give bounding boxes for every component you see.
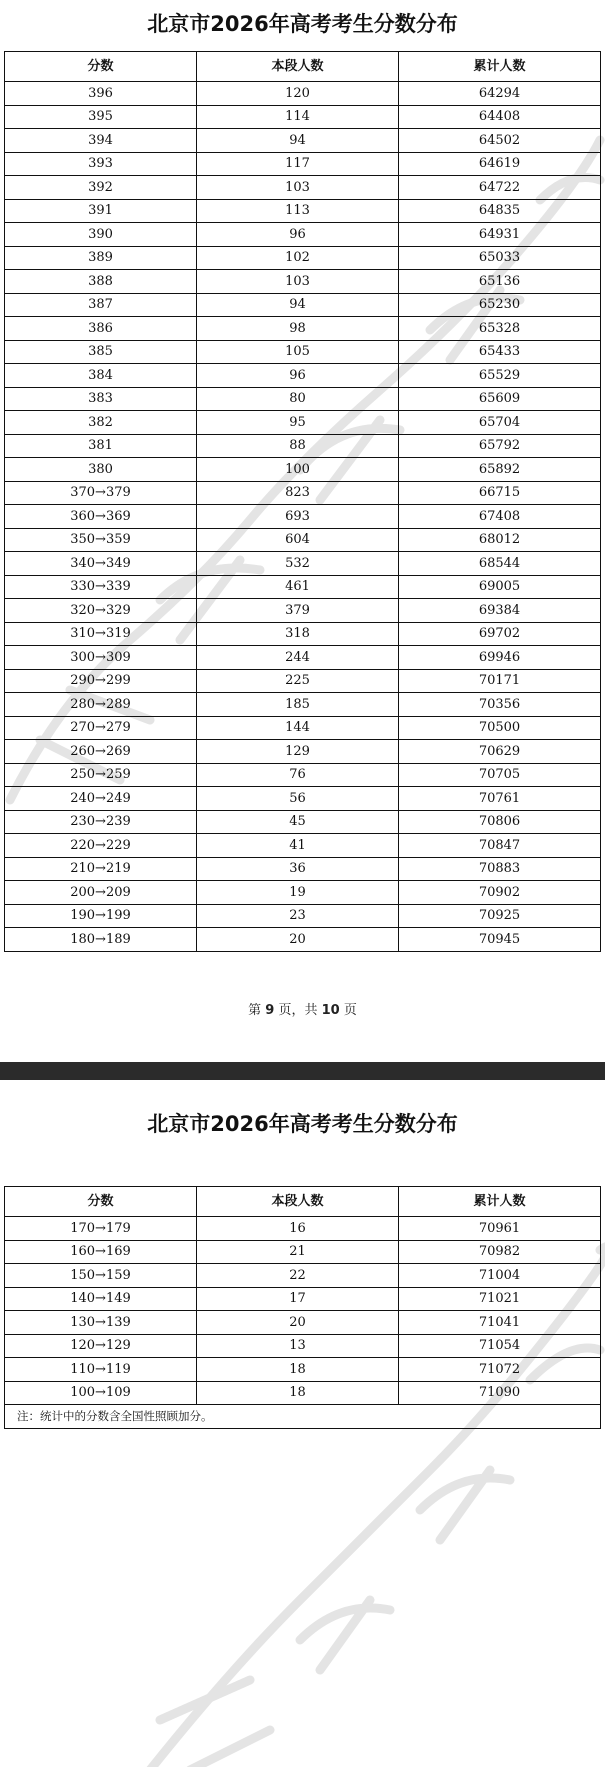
table-row: [5, 693, 601, 717]
cumulative-count-cell: 70961: [399, 1217, 601, 1241]
segment-count-cell: 96: [197, 223, 399, 247]
cumulative-count-cell: 64294: [399, 82, 601, 106]
column-header-segment-count: 本段人数: [197, 1187, 399, 1217]
score-cell: 360→369: [5, 505, 197, 529]
score-cell: 388: [5, 270, 197, 294]
document-title: 北京市2026年高考考生分数分布: [147, 12, 458, 36]
table-footnote: 注：统计中的分数含全国性照顾加分。: [5, 1405, 601, 1429]
cumulative-count-cell: 65792: [399, 434, 601, 458]
table-row: [5, 928, 601, 952]
cumulative-count-cell: 71072: [399, 1358, 601, 1382]
score-cell: 260→269: [5, 740, 197, 764]
table-row: [5, 881, 601, 905]
table-row: [5, 411, 601, 435]
segment-count-cell: 16: [197, 1217, 399, 1241]
page-indicator: [0, 999, 605, 1018]
score-cell: 230→239: [5, 810, 197, 834]
segment-count-cell: 823: [197, 481, 399, 505]
table-row: [5, 293, 601, 317]
table-row: [5, 599, 601, 623]
score-cell: 340→349: [5, 552, 197, 576]
cumulative-count-cell: 70847: [399, 834, 601, 858]
score-cell: 110→119: [5, 1358, 197, 1382]
segment-count-cell: 18: [197, 1358, 399, 1382]
score-cell: 320→329: [5, 599, 197, 623]
table-row: [5, 246, 601, 270]
score-cell: 392: [5, 176, 197, 200]
segment-count-cell: 120: [197, 82, 399, 106]
table-row: [5, 105, 601, 129]
cumulative-count-cell: 70500: [399, 716, 601, 740]
cumulative-count-cell: 65328: [399, 317, 601, 341]
table-row: [5, 340, 601, 364]
score-cell: 383: [5, 387, 197, 411]
cumulative-count-cell: 65136: [399, 270, 601, 294]
score-distribution-table: [4, 51, 601, 952]
table-row: [5, 1311, 601, 1335]
table-row: [5, 1240, 601, 1264]
table-row: [5, 223, 601, 247]
score-cell: 330→339: [5, 575, 197, 599]
segment-count-cell: 56: [197, 787, 399, 811]
segment-count-cell: 18: [197, 1381, 399, 1405]
score-cell: 394: [5, 129, 197, 153]
segment-count-cell: 185: [197, 693, 399, 717]
table-row: [5, 1358, 601, 1382]
segment-count-cell: 114: [197, 105, 399, 129]
cumulative-count-cell: 70171: [399, 669, 601, 693]
cumulative-count-cell: 65433: [399, 340, 601, 364]
score-cell: 120→129: [5, 1334, 197, 1358]
segment-count-cell: 117: [197, 152, 399, 176]
table-row: [5, 575, 601, 599]
segment-count-cell: 98: [197, 317, 399, 341]
segment-count-cell: 129: [197, 740, 399, 764]
table-row: [5, 763, 601, 787]
cumulative-count-cell: 69946: [399, 646, 601, 670]
score-cell: 384: [5, 364, 197, 388]
cumulative-count-cell: 71004: [399, 1264, 601, 1288]
cumulative-count-cell: 71090: [399, 1381, 601, 1405]
table-row: [5, 199, 601, 223]
table-row: [5, 810, 601, 834]
cumulative-count-cell: 70806: [399, 810, 601, 834]
table-row: [5, 434, 601, 458]
segment-count-cell: 21: [197, 1240, 399, 1264]
segment-count-cell: 17: [197, 1287, 399, 1311]
score-cell: 350→359: [5, 528, 197, 552]
segment-count-cell: 105: [197, 340, 399, 364]
score-cell: 386: [5, 317, 197, 341]
segment-count-cell: 23: [197, 904, 399, 928]
score-cell: 220→229: [5, 834, 197, 858]
cumulative-count-cell: 64502: [399, 129, 601, 153]
score-cell: 100→109: [5, 1381, 197, 1405]
cumulative-count-cell: 65529: [399, 364, 601, 388]
table-row: [5, 152, 601, 176]
score-cell: 280→289: [5, 693, 197, 717]
segment-count-cell: 94: [197, 293, 399, 317]
cumulative-count-cell: 70945: [399, 928, 601, 952]
cumulative-count-cell: 71021: [399, 1287, 601, 1311]
score-cell: 170→179: [5, 1217, 197, 1241]
column-header-score: 分数: [5, 52, 197, 82]
segment-count-cell: 22: [197, 1264, 399, 1288]
column-header-cumulative-count: 累计人数: [399, 1187, 601, 1217]
score-cell: 381: [5, 434, 197, 458]
cumulative-count-cell: 69384: [399, 599, 601, 623]
cumulative-count-cell: 70356: [399, 693, 601, 717]
segment-count-cell: 80: [197, 387, 399, 411]
segment-count-cell: 20: [197, 1311, 399, 1335]
score-cell: 393: [5, 152, 197, 176]
column-header-cumulative-count: 累计人数: [399, 52, 601, 82]
cumulative-count-cell: 71041: [399, 1311, 601, 1335]
cumulative-count-cell: 66715: [399, 481, 601, 505]
segment-count-cell: 225: [197, 669, 399, 693]
score-cell: 140→149: [5, 1287, 197, 1311]
table-row: [5, 1264, 601, 1288]
table-row: [5, 646, 601, 670]
cumulative-count-cell: 70925: [399, 904, 601, 928]
cumulative-count-cell: 64619: [399, 152, 601, 176]
segment-count-cell: 36: [197, 857, 399, 881]
cumulative-count-cell: 65704: [399, 411, 601, 435]
page-separator: [0, 1062, 605, 1080]
table-row: [5, 1334, 601, 1358]
score-cell: 250→259: [5, 763, 197, 787]
column-header-segment-count: 本段人数: [197, 52, 399, 82]
score-cell: 396: [5, 82, 197, 106]
table-row: [5, 669, 601, 693]
table-row: [5, 857, 601, 881]
cumulative-count-cell: 69702: [399, 622, 601, 646]
table-row: [5, 904, 601, 928]
table-row: [5, 834, 601, 858]
page-indicator-prefix: 第: [248, 1003, 266, 1018]
cumulative-count-cell: 70883: [399, 857, 601, 881]
table-row: [5, 176, 601, 200]
segment-count-cell: 318: [197, 622, 399, 646]
table-row: [5, 387, 601, 411]
segment-count-cell: 379: [197, 599, 399, 623]
document-page-2: [0, 1080, 605, 1767]
column-header-score: 分数: [5, 1187, 197, 1217]
cumulative-count-cell: 64722: [399, 176, 601, 200]
score-cell: 395: [5, 105, 197, 129]
cumulative-count-cell: 70982: [399, 1240, 601, 1264]
table-row: [5, 1287, 601, 1311]
segment-count-cell: 113: [197, 199, 399, 223]
cumulative-count-cell: 68544: [399, 552, 601, 576]
table-header-row: [5, 1187, 601, 1217]
segment-count-cell: 144: [197, 716, 399, 740]
segment-count-cell: 532: [197, 552, 399, 576]
cumulative-count-cell: 64835: [399, 199, 601, 223]
segment-count-cell: 94: [197, 129, 399, 153]
table-row: [5, 740, 601, 764]
cumulative-count-cell: 64408: [399, 105, 601, 129]
cumulative-count-cell: 70902: [399, 881, 601, 905]
segment-count-cell: 95: [197, 411, 399, 435]
cumulative-count-cell: 70761: [399, 787, 601, 811]
score-cell: 382: [5, 411, 197, 435]
cumulative-count-cell: 65230: [399, 293, 601, 317]
total-page-count: 10: [321, 1003, 340, 1018]
table-row: [5, 552, 601, 576]
score-cell: 389: [5, 246, 197, 270]
cumulative-count-cell: 69005: [399, 575, 601, 599]
cumulative-count-cell: 64931: [399, 223, 601, 247]
page-indicator-middle: 页，共: [274, 1003, 322, 1018]
score-cell: 300→309: [5, 646, 197, 670]
segment-count-cell: 13: [197, 1334, 399, 1358]
score-cell: 130→139: [5, 1311, 197, 1335]
table-row: [5, 1217, 601, 1241]
cumulative-count-cell: 70629: [399, 740, 601, 764]
segment-count-cell: 102: [197, 246, 399, 270]
table-row: [5, 1381, 601, 1405]
segment-count-cell: 41: [197, 834, 399, 858]
table-header-row: [5, 52, 601, 82]
score-cell: 385: [5, 340, 197, 364]
score-cell: 390: [5, 223, 197, 247]
cumulative-count-cell: 70705: [399, 763, 601, 787]
cumulative-count-cell: 65033: [399, 246, 601, 270]
score-cell: 210→219: [5, 857, 197, 881]
table-row: [5, 82, 601, 106]
page-indicator-suffix: 页: [339, 1003, 357, 1018]
segment-count-cell: 693: [197, 505, 399, 529]
score-cell: 290→299: [5, 669, 197, 693]
document-title-2: 北京市2026年高考考生分数分布: [147, 1112, 458, 1136]
table-row: [5, 505, 601, 529]
score-cell: 180→189: [5, 928, 197, 952]
segment-count-cell: 96: [197, 364, 399, 388]
table-row: [5, 622, 601, 646]
score-cell: 190→199: [5, 904, 197, 928]
score-cell: 387: [5, 293, 197, 317]
score-cell: 270→279: [5, 716, 197, 740]
table-row: [5, 458, 601, 482]
table-row: [5, 364, 601, 388]
score-distribution-table-2: [4, 1186, 601, 1429]
table-row: [5, 787, 601, 811]
segment-count-cell: 76: [197, 763, 399, 787]
segment-count-cell: 103: [197, 176, 399, 200]
score-cell: 200→209: [5, 881, 197, 905]
segment-count-cell: 100: [197, 458, 399, 482]
table-note-row: [5, 1405, 601, 1429]
score-cell: 150→159: [5, 1264, 197, 1288]
segment-count-cell: 88: [197, 434, 399, 458]
segment-count-cell: 244: [197, 646, 399, 670]
cumulative-count-cell: 65892: [399, 458, 601, 482]
cumulative-count-cell: 67408: [399, 505, 601, 529]
current-page-number: 9: [265, 1003, 275, 1018]
score-cell: 380: [5, 458, 197, 482]
cumulative-count-cell: 65609: [399, 387, 601, 411]
segment-count-cell: 461: [197, 575, 399, 599]
score-cell: 310→319: [5, 622, 197, 646]
table-row: [5, 270, 601, 294]
score-cell: 160→169: [5, 1240, 197, 1264]
score-cell: 391: [5, 199, 197, 223]
score-cell: 370→379: [5, 481, 197, 505]
table-row: [5, 528, 601, 552]
table-row: [5, 481, 601, 505]
table-row: [5, 716, 601, 740]
segment-count-cell: 604: [197, 528, 399, 552]
table-row: [5, 129, 601, 153]
score-cell: 240→249: [5, 787, 197, 811]
segment-count-cell: 45: [197, 810, 399, 834]
segment-count-cell: 103: [197, 270, 399, 294]
cumulative-count-cell: 68012: [399, 528, 601, 552]
cumulative-count-cell: 71054: [399, 1334, 601, 1358]
segment-count-cell: 20: [197, 928, 399, 952]
table-row: [5, 317, 601, 341]
segment-count-cell: 19: [197, 881, 399, 905]
